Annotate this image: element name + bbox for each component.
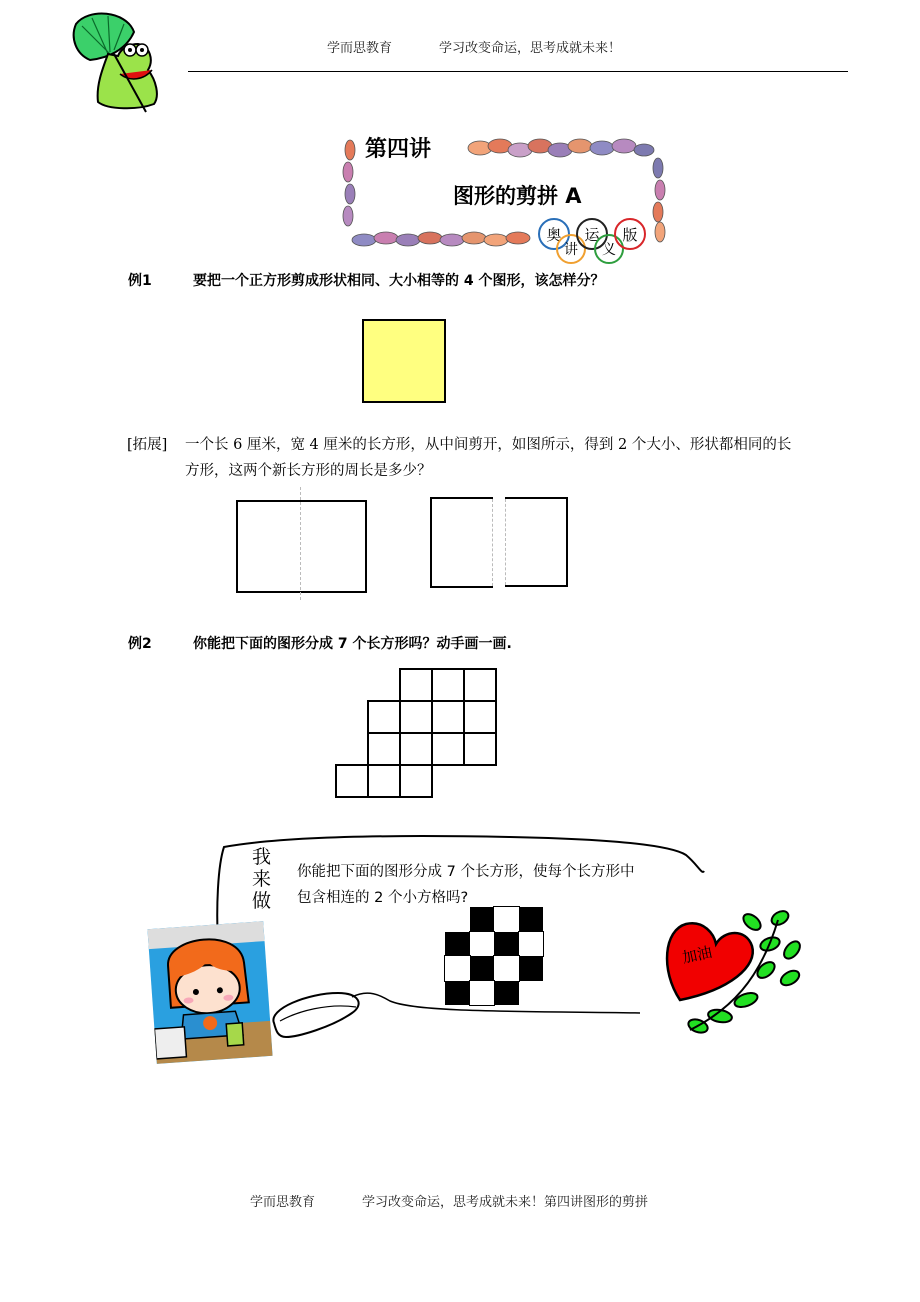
cut-line xyxy=(300,487,301,600)
header-divider xyxy=(188,71,848,72)
extension-label: [拓展] xyxy=(127,437,168,453)
grid-cell xyxy=(399,764,433,798)
black-cell xyxy=(445,932,470,957)
white-cell xyxy=(519,932,544,957)
grid-cell xyxy=(463,732,497,766)
white-cell xyxy=(494,907,519,932)
grid-cell xyxy=(399,668,433,702)
example2-label: 例2 xyxy=(128,636,152,652)
black-cell xyxy=(494,932,519,957)
grid-cell xyxy=(399,732,433,766)
lecture-number: 第四讲 xyxy=(365,137,432,162)
computer-mouse-icon xyxy=(268,985,648,1045)
white-cell xyxy=(445,956,470,981)
ring-jiang: 讲 xyxy=(556,234,586,264)
right-half-cut-edge xyxy=(505,499,506,585)
black-cell xyxy=(519,956,544,981)
ring-yun: 运 xyxy=(576,218,608,250)
try-it-badge: 我 来 做 xyxy=(252,846,272,912)
left-half-cut-edge xyxy=(492,499,493,586)
girl-at-computer-illustration xyxy=(147,921,272,1064)
left-half-rectangle xyxy=(430,497,493,588)
full-rectangle-figure xyxy=(236,500,367,593)
extension-line2: 方形，这两个新长方形的周长是多少？ xyxy=(185,463,432,479)
olympic-rings-badge xyxy=(538,216,662,262)
header-org: 学而思教育 xyxy=(327,41,393,56)
footer-slogan: 学习改变命运，思考成就未来！第四讲图形的剪拼 xyxy=(362,1195,649,1210)
ring-ban: 版 xyxy=(614,218,646,250)
header-slogan: 学习改变命运，思考成就未来！ xyxy=(439,41,622,56)
frog-logo xyxy=(68,10,168,114)
yellow-square-figure xyxy=(362,319,446,403)
grid-cell xyxy=(431,668,465,702)
grid-cell xyxy=(463,700,497,734)
grid-cell xyxy=(431,700,465,734)
try-it-line2: 包含相连的 2 个小方格吗? xyxy=(297,890,469,906)
grid-cell xyxy=(399,700,433,734)
black-cell xyxy=(470,907,495,932)
white-cell xyxy=(470,932,495,957)
cheer-text: 加油 xyxy=(680,943,714,967)
right-half-rectangle xyxy=(505,497,568,587)
grid-cell xyxy=(335,764,369,798)
grid-cell xyxy=(431,732,465,766)
try-it-line1: 你能把下面的图形分成 7 个长方形，使每个长方形中 xyxy=(297,864,635,880)
black-cell xyxy=(470,956,495,981)
white-cell xyxy=(494,956,519,981)
grid-cell xyxy=(367,732,401,766)
footer-org: 学而思教育 xyxy=(250,1195,316,1210)
staircase-grid-figure xyxy=(335,668,500,800)
example1-question: 要把一个正方形剪成形状相同、大小相等的 4 个图形，该怎样分？ xyxy=(193,273,605,289)
cheer-heart-illustration xyxy=(660,900,810,1040)
example2-question: 你能把下面的图形分成 7 个长方形吗？动手画一画. xyxy=(193,636,512,652)
black-cell xyxy=(519,907,544,932)
grid-cell xyxy=(463,668,497,702)
grid-cell xyxy=(367,700,401,734)
ring-ao: 奥 xyxy=(538,218,570,250)
ring-yi: 义 xyxy=(594,234,624,264)
extension-line1: 一个长 6 厘米，宽 4 厘米的长方形，从中间剪开，如图所示，得到 2 个大小、形状都相同的长 xyxy=(185,437,792,453)
lecture-topic: 图形的剪拼 A xyxy=(453,184,582,208)
title-banner xyxy=(340,128,668,258)
grid-cell xyxy=(367,764,401,798)
example1-label: 例1 xyxy=(128,273,152,289)
